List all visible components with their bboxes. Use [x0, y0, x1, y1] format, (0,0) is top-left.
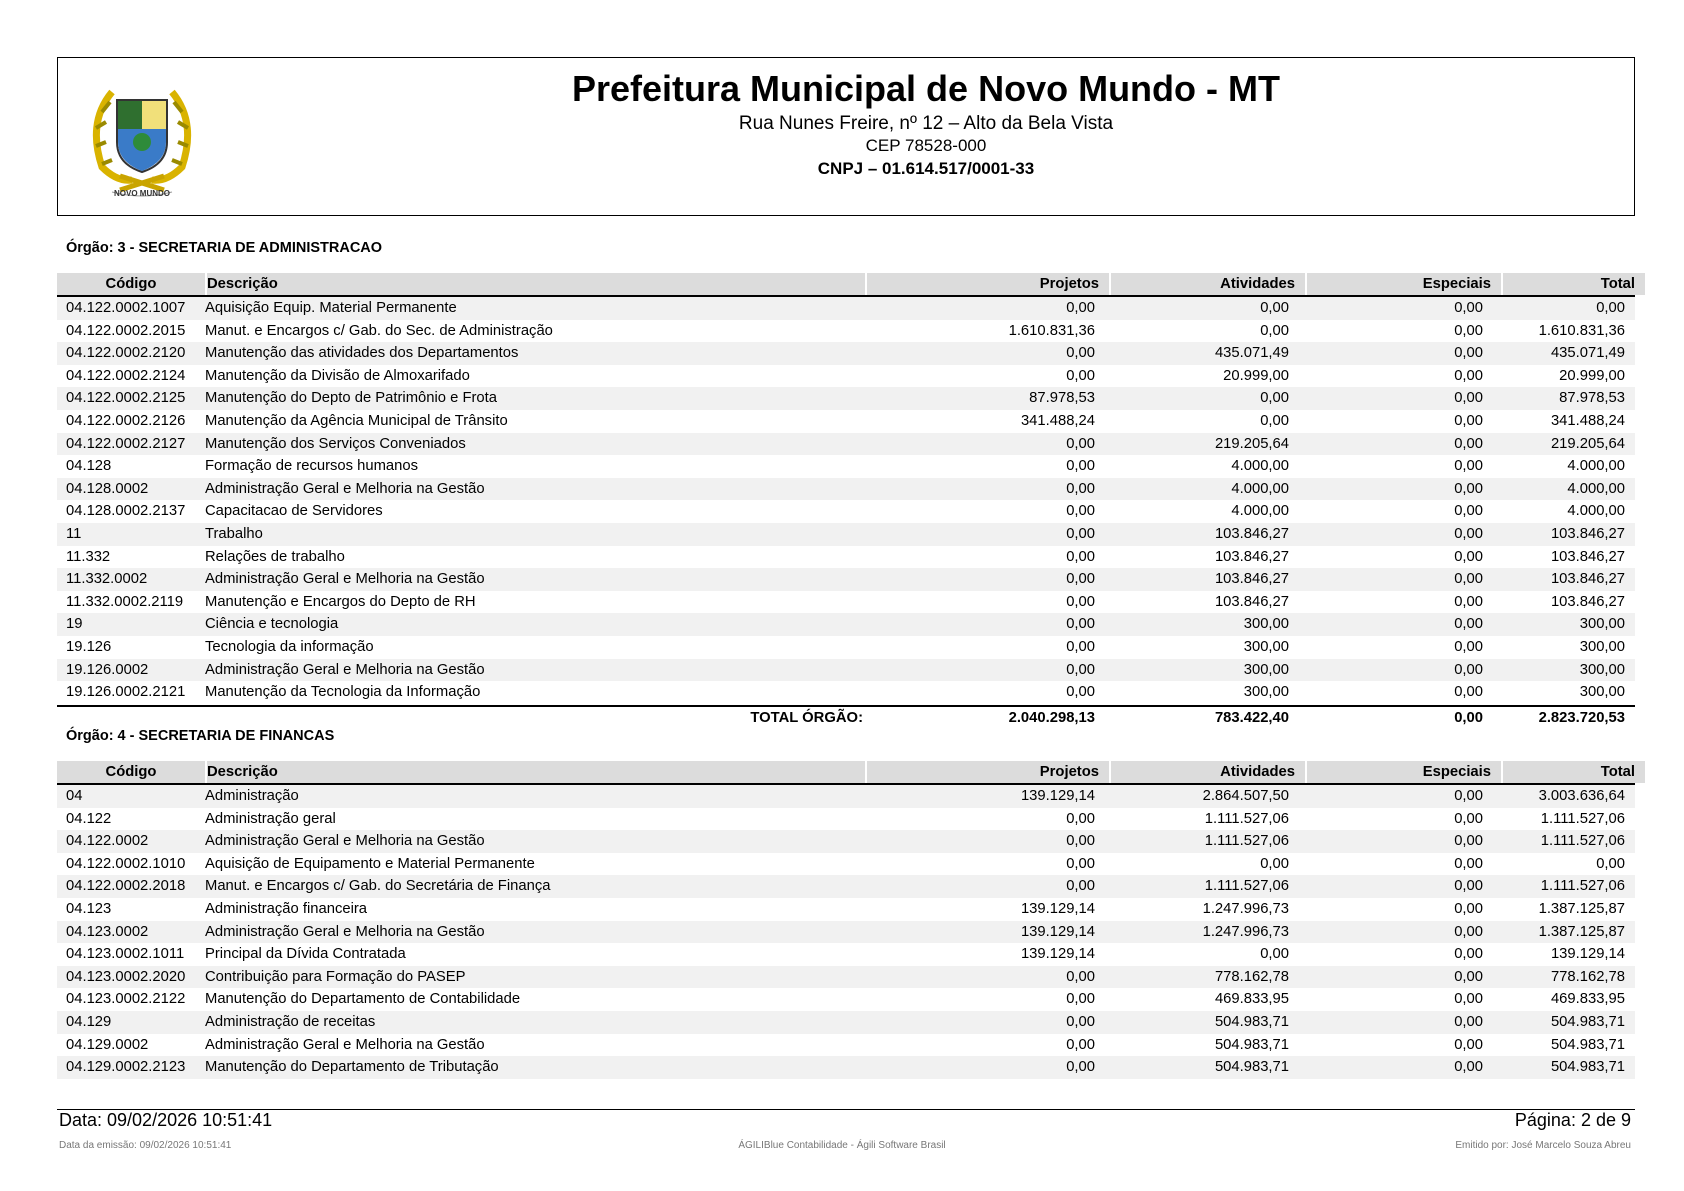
cell-especiais: 0,00 — [1454, 661, 1483, 678]
cell-total: 20.999,00 — [1559, 367, 1625, 384]
col-especiais: Especiais — [1307, 761, 1501, 783]
cell-descricao: Manutenção do Depto de Patrimônio e Frota — [205, 390, 498, 407]
cell-codigo: 04 — [66, 788, 83, 804]
cell-descricao: Formação de recursos humanos — [205, 458, 419, 475]
table-row — [57, 591, 1635, 614]
cell-atividades: 504.983,71 — [1214, 1059, 1289, 1076]
cell-descricao: Manutenção dos Serviços Conveniados — [205, 435, 466, 452]
cell-descricao: Manutenção e Encargos do Depto de RH — [205, 593, 476, 610]
cell-atividades: 1.111.527,06 — [1204, 810, 1289, 827]
cell-atividades: 103.846,27 — [1214, 548, 1289, 565]
table-row — [57, 636, 1635, 659]
cell-codigo: 11.332.0002 — [66, 571, 148, 588]
orgao-3-table — [57, 273, 1635, 704]
cell-total: 341.488,24 — [1550, 412, 1625, 429]
table-row — [57, 830, 1635, 853]
table-row — [57, 613, 1635, 636]
total-total: 2.823.720,53 — [1538, 710, 1625, 726]
cell-atividades: 504.983,71 — [1214, 1013, 1289, 1030]
cell-codigo: 04.122.0002.2125 — [66, 390, 186, 407]
table-row — [57, 455, 1635, 478]
cell-total: 103.846,27 — [1550, 525, 1625, 542]
table-row — [57, 659, 1635, 682]
cell-total: 4.000,00 — [1567, 503, 1625, 520]
cell-atividades: 1.247.996,73 — [1202, 923, 1289, 940]
cell-atividades: 778.162,78 — [1214, 968, 1289, 985]
col-especiais: Especiais — [1307, 273, 1501, 295]
table-row — [57, 387, 1635, 410]
table-row — [57, 898, 1635, 921]
cell-especiais: 0,00 — [1454, 855, 1483, 872]
table-row — [57, 523, 1635, 546]
cell-especiais: 0,00 — [1454, 593, 1483, 610]
cell-codigo: 04.122.0002.1007 — [66, 300, 186, 316]
cell-descricao: Manutenção do Departamento de Tributação — [205, 1059, 499, 1076]
cell-projetos: 1.610.831,36 — [1008, 322, 1095, 339]
table-row — [57, 988, 1635, 1011]
cell-descricao: Capacitacao de Servidores — [205, 503, 383, 520]
table-header — [57, 273, 1635, 297]
cell-atividades: 0,00 — [1260, 855, 1289, 872]
cell-projetos: 0,00 — [1066, 810, 1095, 827]
table-row — [57, 853, 1635, 876]
cell-descricao: Manutenção da Tecnologia da Informação — [205, 684, 481, 701]
table-row — [57, 681, 1635, 704]
cell-projetos: 0,00 — [1066, 968, 1095, 985]
cell-total: 469.833,95 — [1550, 991, 1625, 1008]
page-number: Página: 2 de 9 — [1514, 1110, 1631, 1130]
cell-total: 103.846,27 — [1550, 548, 1625, 565]
total-projetos: 2.040.298,13 — [1008, 710, 1095, 726]
cell-descricao: Administração Geral e Melhoria na Gestão — [205, 571, 485, 588]
table-row — [57, 410, 1635, 433]
cell-projetos: 0,00 — [1066, 1036, 1095, 1053]
cell-projetos: 139.129,14 — [1020, 788, 1095, 804]
cell-projetos: 0,00 — [1066, 661, 1095, 678]
cell-projetos: 341.488,24 — [1020, 412, 1095, 429]
cell-codigo: 11 — [66, 525, 82, 542]
cell-atividades: 4.000,00 — [1231, 503, 1289, 520]
cell-projetos: 0,00 — [1066, 855, 1095, 872]
cell-codigo: 19.126.0002 — [66, 661, 149, 678]
cell-projetos: 0,00 — [1066, 345, 1095, 362]
cell-total: 1.111.527,06 — [1540, 810, 1625, 827]
table-row — [57, 1011, 1635, 1034]
cell-especiais: 0,00 — [1454, 345, 1483, 362]
cell-descricao: Ciência e tecnologia — [205, 616, 339, 633]
cell-especiais: 0,00 — [1454, 684, 1483, 701]
cell-codigo: 04.123.0002.2122 — [66, 991, 186, 1008]
cell-descricao: Relações de trabalho — [205, 548, 345, 565]
total-label: TOTAL ÓRGÃO: — [750, 710, 863, 726]
cell-total: 1.387.125,87 — [1538, 900, 1625, 917]
prefeitura-title: Prefeitura Municipal de Novo Mundo - MT — [571, 68, 1280, 109]
cell-codigo: 11.332 — [66, 548, 111, 565]
table-row — [57, 500, 1635, 523]
table-row — [57, 785, 1635, 808]
cell-especiais: 0,00 — [1454, 1059, 1483, 1076]
footer-date: Data: 09/02/2026 10:51:41 — [59, 1110, 273, 1130]
cell-atividades: 0,00 — [1260, 412, 1289, 429]
cell-atividades: 20.999,00 — [1223, 367, 1289, 384]
cell-total: 103.846,27 — [1550, 593, 1625, 610]
cell-descricao: Trabalho — [205, 525, 263, 542]
cell-projetos: 0,00 — [1066, 991, 1095, 1008]
cell-total: 778.162,78 — [1550, 968, 1625, 985]
cell-descricao: Manutenção do Departamento de Contabilidade — [205, 991, 521, 1008]
col-total: Total — [1503, 273, 1645, 295]
cell-projetos: 0,00 — [1066, 571, 1095, 588]
cell-especiais: 0,00 — [1454, 367, 1483, 384]
cell-codigo: 04.123 — [66, 900, 112, 917]
cell-atividades: 1.111.527,06 — [1204, 878, 1289, 895]
cell-especiais: 0,00 — [1454, 548, 1483, 565]
cell-atividades: 0,00 — [1260, 390, 1289, 407]
svg-text:NOVO MUNDO: NOVO MUNDO — [114, 189, 170, 198]
table-row — [57, 808, 1635, 831]
cell-projetos: 139.129,14 — [1020, 923, 1095, 940]
cell-projetos: 0,00 — [1066, 878, 1095, 895]
cell-especiais: 0,00 — [1454, 458, 1483, 475]
cell-total: 1.610.831,36 — [1538, 322, 1625, 339]
cell-descricao: Administração Geral e Melhoria na Gestão — [205, 1036, 485, 1053]
cell-atividades: 300,00 — [1243, 638, 1289, 655]
cell-especiais: 0,00 — [1454, 810, 1483, 827]
table-row — [57, 875, 1635, 898]
emission-date: Data da emissão: 09/02/2026 10:51:41 — [59, 1140, 232, 1151]
cell-total: 4.000,00 — [1567, 480, 1625, 497]
cell-descricao: Manutenção da Agência Municipal de Trânsito — [205, 412, 508, 429]
cell-especiais: 0,00 — [1454, 968, 1483, 985]
cell-descricao: Administração — [205, 788, 299, 804]
cell-especiais: 0,00 — [1454, 788, 1483, 804]
cell-total: 300,00 — [1579, 684, 1625, 701]
col-atividades: Atividades — [1111, 273, 1305, 295]
cell-descricao: Principal da Dívida Contratada — [205, 946, 406, 963]
cell-atividades: 103.846,27 — [1214, 571, 1289, 588]
cell-total: 300,00 — [1579, 661, 1625, 678]
table-row — [57, 921, 1635, 944]
cell-total: 87.978,53 — [1559, 390, 1625, 407]
cell-projetos: 0,00 — [1066, 593, 1095, 610]
cell-codigo: 04.122.0002.2015 — [66, 322, 186, 339]
cell-total: 435.071,49 — [1550, 345, 1625, 362]
table-row — [57, 568, 1635, 591]
cell-projetos: 0,00 — [1066, 503, 1095, 520]
cell-descricao: Manut. e Encargos c/ Gab. do Secretária de Finança — [205, 878, 551, 895]
cell-projetos: 0,00 — [1066, 367, 1095, 384]
cell-codigo: 04.129 — [66, 1013, 112, 1030]
cell-atividades: 103.846,27 — [1214, 593, 1289, 610]
table-row — [57, 1056, 1635, 1079]
cell-descricao: Administração Geral e Melhoria na Gestão — [205, 833, 485, 850]
cell-total: 1.111.527,06 — [1540, 878, 1625, 895]
cell-total: 139.129,14 — [1550, 946, 1625, 963]
cell-codigo: 04.122.0002.2126 — [66, 412, 186, 429]
cell-especiais: 0,00 — [1454, 525, 1483, 542]
cell-codigo: 04.128.0002 — [66, 480, 149, 497]
cell-especiais: 0,00 — [1454, 638, 1483, 655]
cell-especiais: 0,00 — [1454, 571, 1483, 588]
cell-projetos: 139.129,14 — [1020, 900, 1095, 917]
address: Rua Nunes Freire, nº 12 – Alto da Bela Vista — [738, 113, 1114, 134]
cell-descricao: Manutenção das atividades dos Departamentos — [205, 345, 519, 362]
cell-especiais: 0,00 — [1454, 900, 1483, 917]
table-row — [57, 433, 1635, 456]
cell-atividades: 1.247.996,73 — [1202, 900, 1289, 917]
software-credit: ÁGILIBlue Contabilidade - Ágili Software Brasil — [738, 1140, 946, 1151]
cell-descricao: Aquisição de Equipamento e Material Permanente — [205, 855, 535, 872]
cell-atividades: 103.846,27 — [1214, 525, 1289, 542]
table-row — [57, 365, 1635, 388]
cell-codigo: 04.129.0002 — [66, 1036, 149, 1053]
cell-codigo: 19.126 — [66, 638, 112, 655]
col-descricao: Descrição — [207, 761, 865, 783]
col-projetos: Projetos — [867, 273, 1109, 295]
cell-codigo: 04.122.0002.2120 — [66, 345, 186, 362]
cell-total: 103.846,27 — [1550, 571, 1625, 588]
cell-projetos: 87.978,53 — [1029, 390, 1095, 407]
cell-descricao: Administração de receitas — [205, 1013, 376, 1030]
cell-codigo: 04.122.0002.2124 — [66, 367, 186, 384]
cep: CEP 78528-000 — [865, 136, 987, 155]
cell-descricao: Administração Geral e Melhoria na Gestão — [205, 661, 485, 678]
cell-total: 219.205,64 — [1550, 435, 1625, 452]
cell-total: 4.000,00 — [1567, 458, 1625, 475]
cell-especiais: 0,00 — [1454, 503, 1483, 520]
cell-total: 504.983,71 — [1550, 1036, 1625, 1053]
cell-atividades: 300,00 — [1243, 616, 1289, 633]
cell-total: 1.387.125,87 — [1538, 923, 1625, 940]
cell-total: 1.111.527,06 — [1540, 833, 1625, 850]
cell-projetos: 0,00 — [1066, 480, 1095, 497]
cell-especiais: 0,00 — [1454, 322, 1483, 339]
cell-projetos: 0,00 — [1066, 548, 1095, 565]
cell-total: 504.983,71 — [1550, 1013, 1625, 1030]
cell-codigo: 04.122.0002.2127 — [66, 435, 186, 452]
cnpj: CNPJ – 01.614.517/0001-33 — [817, 159, 1035, 178]
cell-projetos: 0,00 — [1066, 525, 1095, 542]
cell-atividades: 0,00 — [1260, 322, 1289, 339]
cell-atividades: 469.833,95 — [1214, 991, 1289, 1008]
cell-descricao: Administração financeira — [205, 900, 368, 917]
table-row — [57, 966, 1635, 989]
cell-descricao: Manut. e Encargos c/ Gab. do Sec. de Administração — [205, 322, 553, 339]
cell-codigo: 11.332.0002.2119 — [66, 593, 184, 610]
cell-atividades: 0,00 — [1260, 946, 1289, 963]
col-descricao: Descrição — [207, 273, 865, 295]
table-row — [57, 342, 1635, 365]
orgao-total-row — [57, 705, 1635, 729]
col-total: Total — [1503, 761, 1645, 783]
cell-codigo: 04.123.0002 — [66, 923, 149, 940]
cell-projetos: 0,00 — [1066, 833, 1095, 850]
col-atividades: Atividades — [1111, 761, 1305, 783]
cell-atividades: 2.864.507,50 — [1202, 788, 1289, 804]
cell-especiais: 0,00 — [1454, 833, 1483, 850]
cell-especiais: 0,00 — [1454, 300, 1483, 316]
total-especiais: 0,00 — [1454, 710, 1483, 726]
cell-codigo: 19 — [66, 616, 83, 633]
cell-codigo: 04.122 — [66, 810, 112, 827]
cell-especiais: 0,00 — [1454, 1013, 1483, 1030]
cell-especiais: 0,00 — [1454, 946, 1483, 963]
cell-atividades: 0,00 — [1260, 300, 1289, 316]
cell-especiais: 0,00 — [1454, 480, 1483, 497]
cell-especiais: 0,00 — [1454, 435, 1483, 452]
cell-especiais: 0,00 — [1454, 878, 1483, 895]
cell-atividades: 4.000,00 — [1231, 480, 1289, 497]
cell-codigo: 04.123.0002.2020 — [66, 968, 186, 985]
table-row — [57, 1034, 1635, 1057]
cell-atividades: 4.000,00 — [1231, 458, 1289, 475]
cell-projetos: 0,00 — [1066, 616, 1095, 633]
cell-descricao: Contribuição para Formação do PASEP — [205, 968, 466, 985]
cell-total: 0,00 — [1596, 300, 1625, 316]
cell-atividades: 219.205,64 — [1214, 435, 1289, 452]
cell-projetos: 0,00 — [1066, 435, 1095, 452]
orgao-title: Órgão: 4 - SECRETARIA DE FINANCAS — [66, 728, 335, 744]
cell-total: 300,00 — [1579, 616, 1625, 633]
cell-atividades: 300,00 — [1243, 661, 1289, 678]
cell-total: 0,00 — [1596, 855, 1625, 872]
municipal-coat-of-arms-logo — [72, 72, 212, 202]
orgao-4-table — [57, 761, 1635, 1079]
cell-descricao: Manutenção da Divisão de Almoxarifado — [205, 367, 470, 384]
cell-projetos: 0,00 — [1066, 458, 1095, 475]
table-row — [57, 546, 1635, 569]
cell-codigo: 04.122.0002.1010 — [66, 855, 186, 872]
cell-descricao: Administração geral — [205, 810, 336, 827]
cell-especiais: 0,00 — [1454, 991, 1483, 1008]
cell-atividades: 435.071,49 — [1214, 345, 1289, 362]
cell-especiais: 0,00 — [1454, 390, 1483, 407]
cell-total: 3.003.636,64 — [1538, 788, 1625, 804]
cell-codigo: 04.128.0002.2137 — [66, 503, 186, 520]
cell-descricao: Administração Geral e Melhoria na Gestão — [205, 480, 485, 497]
cell-projetos: 0,00 — [1066, 1059, 1095, 1076]
cell-total: 300,00 — [1579, 638, 1625, 655]
table-row — [57, 478, 1635, 501]
cell-atividades: 504.983,71 — [1214, 1036, 1289, 1053]
cell-especiais: 0,00 — [1454, 412, 1483, 429]
cell-codigo: 04.122.0002.2018 — [66, 878, 186, 895]
cell-projetos: 139.129,14 — [1020, 946, 1095, 963]
total-atividades: 783.422,40 — [1214, 710, 1289, 726]
cell-projetos: 0,00 — [1066, 638, 1095, 655]
cell-atividades: 300,00 — [1243, 684, 1289, 701]
table-row — [57, 943, 1635, 966]
cell-projetos: 0,00 — [1066, 300, 1095, 316]
cell-codigo: 04.122.0002 — [66, 833, 149, 850]
emitted-by: Emitido por: José Marcelo Souza Abreu — [1455, 1140, 1631, 1151]
table-row — [57, 320, 1635, 343]
orgao-title: Órgão: 3 - SECRETARIA DE ADMINISTRACAO — [66, 240, 383, 256]
cell-total: 504.983,71 — [1550, 1059, 1625, 1076]
col-codigo: Código — [57, 273, 205, 295]
table-row — [57, 297, 1635, 320]
cell-descricao: Aquisição Equip. Material Permanente — [205, 300, 457, 316]
cell-especiais: 0,00 — [1454, 1036, 1483, 1053]
col-projetos: Projetos — [867, 761, 1109, 783]
col-codigo: Código — [57, 761, 205, 783]
footer-divider — [57, 1109, 1635, 1110]
cell-atividades: 1.111.527,06 — [1204, 833, 1289, 850]
cell-codigo: 04.128 — [66, 458, 112, 475]
cell-codigo: 04.129.0002.2123 — [66, 1059, 186, 1076]
cell-projetos: 0,00 — [1066, 684, 1095, 701]
report-header — [57, 57, 1635, 216]
cell-descricao: Administração Geral e Melhoria na Gestão — [205, 923, 485, 940]
cell-codigo: 19.126.0002.2121 — [66, 684, 186, 701]
table-header — [57, 761, 1635, 785]
cell-especiais: 0,00 — [1454, 923, 1483, 940]
cell-codigo: 04.123.0002.1011 — [66, 946, 185, 963]
cell-descricao: Tecnologia da informação — [205, 638, 374, 655]
cell-projetos: 0,00 — [1066, 1013, 1095, 1030]
cell-especiais: 0,00 — [1454, 616, 1483, 633]
